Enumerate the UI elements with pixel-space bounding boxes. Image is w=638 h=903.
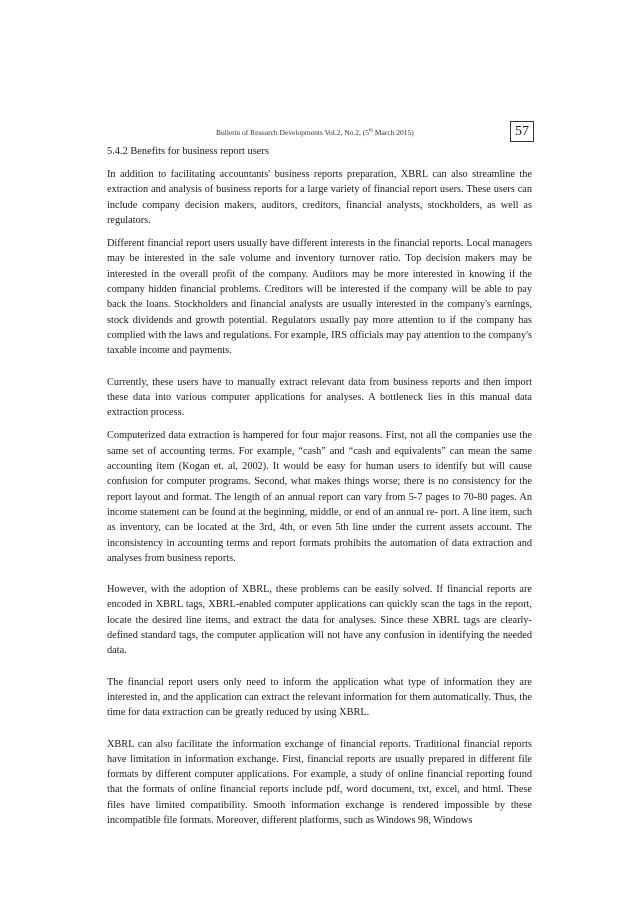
journal-citation-superscript: th	[369, 128, 373, 134]
paragraph-intro: In addition to facilitating accountants' business reports preparation, XBRL can also streamline the extraction and analysis of business reports for a large variety of financial report users. These users can include company decision makers, auditors, creditors, financial analysts, stockholders, as well as regulators.	[107, 169, 532, 226]
paragraph-extraction-problems: Computerized data extraction is hampered for four major reasons. First, not all the companies use the same set of accounting terms. For example, “cash” and “cash and equivalents” can mean the same accounting item (Kogan et. al, 2002). It would be easy for human users to identify but will cause confusion for computer programs. Second, what makes things worse; there is no consistency for the report layout and format. The length of an annual report can vary from 5-7 pages to 70-80 pages. An income statement can be found at the beginning, middle, or end of an annual re- port. A line item, such as inventory, can be located at the 3rd, 4th, or even 5th line under the current assets account. The inconsistency in accounting terms and report formats prohibits the automation of data extraction and analyses from business reports.	[107, 430, 532, 564]
body-text	[107, 146, 532, 828]
journal-citation-suffix: March 2015)	[372, 128, 414, 137]
paragraph-reduced-time: The financial report users only need to inform the application what type of information they are interested in, and the application can extract the relevant information for them automatically. Thus, the time for data extraction can be greatly reduced by using XBRL.	[107, 676, 532, 719]
paragraph-information-exchange: XBRL can also facilitate the information exchange of financial reports. Traditional financial reports have limitation in information exchange. First, financial reports are usually prepared in different file formats by different computer applications. For example, a study of online financial reporting found that the formats of online financial reports include pdf, word document, txt, excel, and html. These files have limited compatibility. Smooth information exchange is rendered impossible by these incompatible file formats. Moreover, different platforms, such as Windows 98, Windows	[107, 738, 532, 826]
paragraph-xbrl-solution: However, with the adoption of XBRL, these problems can be easily solved. If financial reports are encoded in XBRL tags, XBRL-enabled computer applications can quickly scan the tags in the report, locate the desired line items, and extract the data for analyses. Since these XBRL tags are clearly-defined standard tags, the computer application will not have any confusion in identifying the needed data.	[107, 584, 532, 657]
paragraph-user-interests: Different financial report users usually have different interests in the financial reports. Local managers may be interested in the sale volume and inventory turnover ratio. Top decision makers may be interested in the overall profit of the company. Auditors may be more interested in knowing if the company hidden financial problems. Creditors will be interested if the company will be able to pay back the loans. Stockholders and financial analysts are usually interested in the company's earnings, stock dividends and growth potential. Regulators usually pay more attention to if the company has complied with the laws and regulations. For example, IRS officials may pay attention to the company's taxable income and payments.	[107, 238, 532, 357]
page-number: 57	[510, 121, 534, 142]
paragraph-manual-extraction: Currently, these users have to manually extract relevant data from business reports and then import these data into various computer applications for analyses. A bottleneck lies in this manual data extraction process.	[107, 376, 532, 419]
journal-citation-prefix: Bulletin of Research Developments Vol.2, No.2, (5	[216, 128, 370, 137]
section-heading: 5.4.2 Benefits for business report users	[107, 146, 269, 157]
running-header	[216, 128, 414, 137]
